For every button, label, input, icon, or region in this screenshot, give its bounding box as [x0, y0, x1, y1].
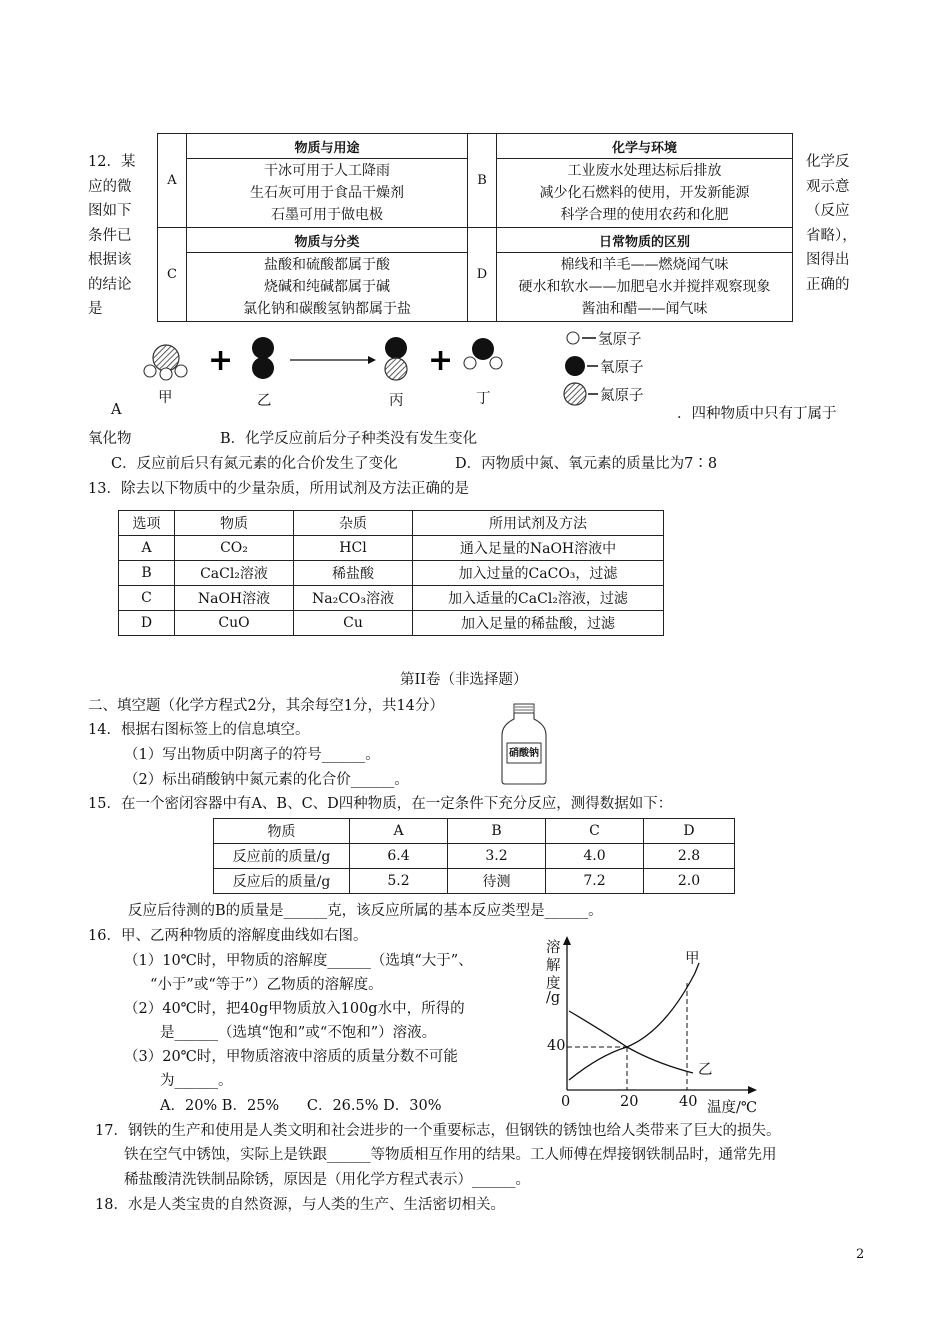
- q13-stem: 13．除去以下物质中的少量杂质，所用试剂及方法正确的是: [88, 481, 469, 497]
- graph-xlabel: 温度/℃: [707, 1100, 758, 1116]
- table-row: [119, 536, 664, 561]
- q12-line: 盐酸和硫酸都属于酸: [264, 257, 390, 273]
- table-cell: 加入过量的CaCO₃，过滤: [413, 561, 664, 586]
- q12-line: 氯化钠和碳酸氢钠都属于盐: [243, 301, 411, 317]
- label-bing: 丙: [389, 393, 404, 409]
- table-row: [119, 561, 664, 586]
- q12-right-line: 省略），: [806, 227, 857, 244]
- table-cell: 6.4: [350, 844, 448, 869]
- q12-right-line: 正确的: [806, 276, 850, 293]
- solubility-graph: [545, 935, 775, 1115]
- q16-sub1b: “小于”或“等于”）乙物质的溶解度。: [150, 977, 383, 993]
- curve-yi: [569, 1011, 693, 1073]
- table-header: 物质: [214, 819, 350, 844]
- graph-xtick-0: 0: [561, 1094, 571, 1110]
- q16-stem: 16．甲、乙两种物质的溶解度曲线如右图。: [88, 928, 368, 944]
- q12-title-b: 化学与环境: [497, 134, 793, 159]
- part2-section: 二、填空题（化学方程式2分，其余每空1分，共14分）: [88, 698, 444, 714]
- q12-lines-a: [187, 159, 468, 228]
- table-cell: 2.8: [644, 844, 735, 869]
- table-header: B: [448, 819, 546, 844]
- table-cell: B: [119, 561, 175, 586]
- hydrogen-atom-icon: [567, 332, 579, 344]
- table-cell: A: [119, 536, 175, 561]
- table-cell: 加入足量的稀盐酸，过滤: [413, 611, 664, 636]
- table-cell: Cu: [294, 611, 413, 636]
- q12-line: 干冰可用于人工降雨: [264, 163, 390, 179]
- table-header: A: [350, 819, 448, 844]
- graph-curve-jia-label: 甲: [685, 951, 700, 967]
- q12-left-line: 的结论: [88, 276, 132, 293]
- graph-xtick-40: 40: [679, 1094, 698, 1110]
- q12-lines-b: [497, 159, 793, 228]
- table-cell: NaOH溶液: [175, 586, 294, 611]
- q15-table: [213, 818, 735, 894]
- q17-line3: 稀盐酸清洗铁制品除锈，原因是（用化学方程式表示）______。: [124, 1172, 530, 1188]
- q14-sub2: （2）标出硝酸钠中氮元素的化合价______。: [124, 772, 409, 788]
- q12-line: 减少化石燃料的使用，开发新能源: [539, 185, 750, 201]
- page-number: 2: [856, 1247, 865, 1262]
- q12-letter-c: C: [158, 228, 187, 322]
- table-header-row: [214, 819, 735, 844]
- label-yi: 乙: [257, 393, 272, 409]
- q12-left-line: 条件已: [88, 227, 132, 244]
- q12-letter-b: B: [468, 134, 497, 228]
- table-header: 选项: [119, 511, 175, 536]
- graph-ylabel-3: 度: [546, 976, 561, 992]
- q17-line1: 17．钢铁的生产和使用是人类文明和社会进步的一个重要标志，但钢铁的锈蚀也给人类带来了巨大的损失。: [95, 1123, 781, 1139]
- q12-title-c: 物质与分类: [187, 228, 468, 253]
- diagram-legend: [564, 332, 598, 405]
- q12-left-text: [88, 150, 148, 322]
- molecule-bing: [385, 337, 407, 380]
- plus-sign: +: [208, 343, 234, 378]
- table-cell: 5.2: [350, 869, 448, 894]
- q12-letter-d: D: [468, 228, 497, 322]
- table-cell: 加入适量的CaCl₂溶液，过滤: [413, 586, 664, 611]
- q16-sub3b: 为______。: [160, 1073, 233, 1089]
- q12-left-line: 应的微: [88, 178, 132, 195]
- q12-left-line: 图如下: [88, 203, 132, 219]
- oxygen-atom-icon: [565, 356, 585, 376]
- q15-stem: 15．在一个密闭容器中有A、B、C、D四种物质，在一定条件下充分反应，测得数据如下：: [88, 796, 673, 812]
- q12-line: 棉线和羊毛——燃烧闻气味: [560, 257, 729, 273]
- table-cell: 通入足量的NaOH溶液中: [413, 536, 664, 561]
- legend-oxygen-label: 氧原子: [600, 360, 644, 376]
- table-cell: Na₂CO₃溶液: [294, 586, 413, 611]
- q12-line: 石墨可用于做电极: [271, 207, 383, 223]
- q12-left-line: 12．某: [88, 154, 136, 170]
- curve-jia: [569, 963, 699, 1080]
- table-header-row: [119, 511, 664, 536]
- label-jia: 甲: [158, 390, 173, 406]
- graph-xtick-20: 20: [620, 1094, 639, 1110]
- q13-table: [118, 510, 664, 636]
- table-cell: 7.2: [546, 869, 644, 894]
- q12-right-text: [806, 150, 868, 297]
- q12-left-line: 是: [88, 301, 103, 317]
- q15-after: 反应后待测的B的质量是______克，该反应所属的基本反应类型是______。: [128, 903, 603, 919]
- q12-line: 烧碱和纯碱都属于碱: [264, 279, 390, 295]
- table-cell: CO₂: [175, 536, 294, 561]
- plus-sign: +: [428, 343, 454, 378]
- table-header: D: [644, 819, 735, 844]
- q12-right-line: 观示意: [806, 178, 850, 195]
- q12-line: 硬水和软水——加肥皂水并搅拌观察现象: [518, 279, 771, 295]
- graph-ytick-40: 40: [547, 1038, 566, 1054]
- table-header: 杂质: [294, 511, 413, 536]
- table-cell: 待测: [448, 869, 546, 894]
- molecule-jia: [144, 345, 187, 380]
- q12-right-line: （反应: [806, 203, 850, 219]
- q12-title-a: 物质与用途: [187, 134, 468, 159]
- graph-ylabel-4: /g: [546, 990, 561, 1006]
- q12-title-d: 日常物质的区别: [497, 228, 793, 253]
- q14-stem: 14．根据右图标签上的信息填空。: [88, 722, 310, 738]
- table-cell: 反应后的质量/g: [214, 869, 350, 894]
- q12-option-a-end: ．四种物质中只有丁属于: [677, 406, 837, 422]
- q16-sub3a: （3）20℃时，甲物质溶液中溶质的质量分数不可能: [124, 1049, 458, 1065]
- q12-option-c: C．反应前后只有氮元素的化合价发生了变化: [111, 456, 398, 472]
- q12-line: 酱油和醋——闻气味: [581, 301, 708, 317]
- q16-choices: A．20% B．25% C．26.5% D．30%: [160, 1098, 442, 1114]
- table-cell: CuO: [175, 611, 294, 636]
- table-cell: C: [119, 586, 175, 611]
- q17-line2: 铁在空气中锈蚀，实际上是铁跟______等物质相互作用的结果。工人师傅在焊接钢铁制品时，通常先用: [124, 1147, 777, 1163]
- table-row: [214, 869, 735, 894]
- q12-option-d: D．丙物质中氮、氧元素的质量比为7∶8: [455, 456, 718, 472]
- reaction-diagram: [0, 330, 950, 410]
- q12-option-a-cont: 氧化物: [88, 431, 132, 447]
- label-ding: 丁: [476, 391, 491, 407]
- q12-line: 工业废水处理达标后排放: [567, 163, 722, 179]
- q12-left-line: 根据该: [88, 252, 132, 268]
- graph-ylabel-1: 溶: [546, 940, 561, 956]
- q12-option-grid: [157, 133, 793, 322]
- q12-right-line: 图得出: [806, 252, 850, 268]
- table-header: 物质: [175, 511, 294, 536]
- table-cell: 4.0: [546, 844, 644, 869]
- graph-curve-yi-label: 乙: [698, 1062, 713, 1078]
- q16-sub2a: （2）40℃时，把40g甲物质放入100g水中，所得的: [124, 1001, 465, 1017]
- q18-line1: 18．水是人类宝贵的自然资源，与人类的生产、生活密切相关。: [95, 1197, 505, 1213]
- q12-line: 生石灰可用于食品干燥剂: [250, 185, 404, 201]
- q14-sub1: （1）写出物质中阴离子的符号______。: [124, 747, 380, 763]
- table-cell: HCl: [294, 536, 413, 561]
- table-header: C: [546, 819, 644, 844]
- molecule-ding: [464, 338, 502, 369]
- table-cell: 稀盐酸: [294, 561, 413, 586]
- table-cell: 3.2: [448, 844, 546, 869]
- table-row: [119, 611, 664, 636]
- q12-line: 科学合理的使用农药和化肥: [560, 207, 729, 223]
- table-header: 所用试剂及方法: [413, 511, 664, 536]
- table-cell: D: [119, 611, 175, 636]
- part2-title: 第II卷（非选择题）: [400, 672, 528, 688]
- q12-letter-a: A: [158, 134, 187, 228]
- nitrogen-atom-icon: [564, 383, 586, 405]
- q12-right-line: 化学反: [806, 154, 850, 170]
- molecule-yi: [252, 337, 274, 379]
- bottle-label: 硝酸钠: [509, 748, 539, 759]
- reaction-arrow: [290, 356, 376, 364]
- table-cell: CaCl₂溶液: [175, 561, 294, 586]
- table-cell: 2.0: [644, 869, 735, 894]
- q12-lines-c: [187, 253, 468, 322]
- legend-nitrogen-label: 氮原子: [600, 388, 644, 404]
- graph-ylabel-2: 解: [546, 958, 561, 974]
- legend-hydrogen-label: 氢原子: [598, 332, 642, 348]
- table-cell: 反应前的质量/g: [214, 844, 350, 869]
- q12-option-a-start: A: [111, 402, 122, 418]
- q16-sub1a: （1）10℃时，甲物质的溶解度______（选填“大于”、: [124, 953, 473, 969]
- table-row: [214, 844, 735, 869]
- q12-lines-d: [497, 253, 793, 322]
- q12-option-b: B．化学反应前后分子种类没有发生变化: [220, 431, 478, 447]
- table-row: [119, 586, 664, 611]
- q16-sub2b: 是______（选填“饱和”或“不饱和”）溶液。: [160, 1025, 437, 1041]
